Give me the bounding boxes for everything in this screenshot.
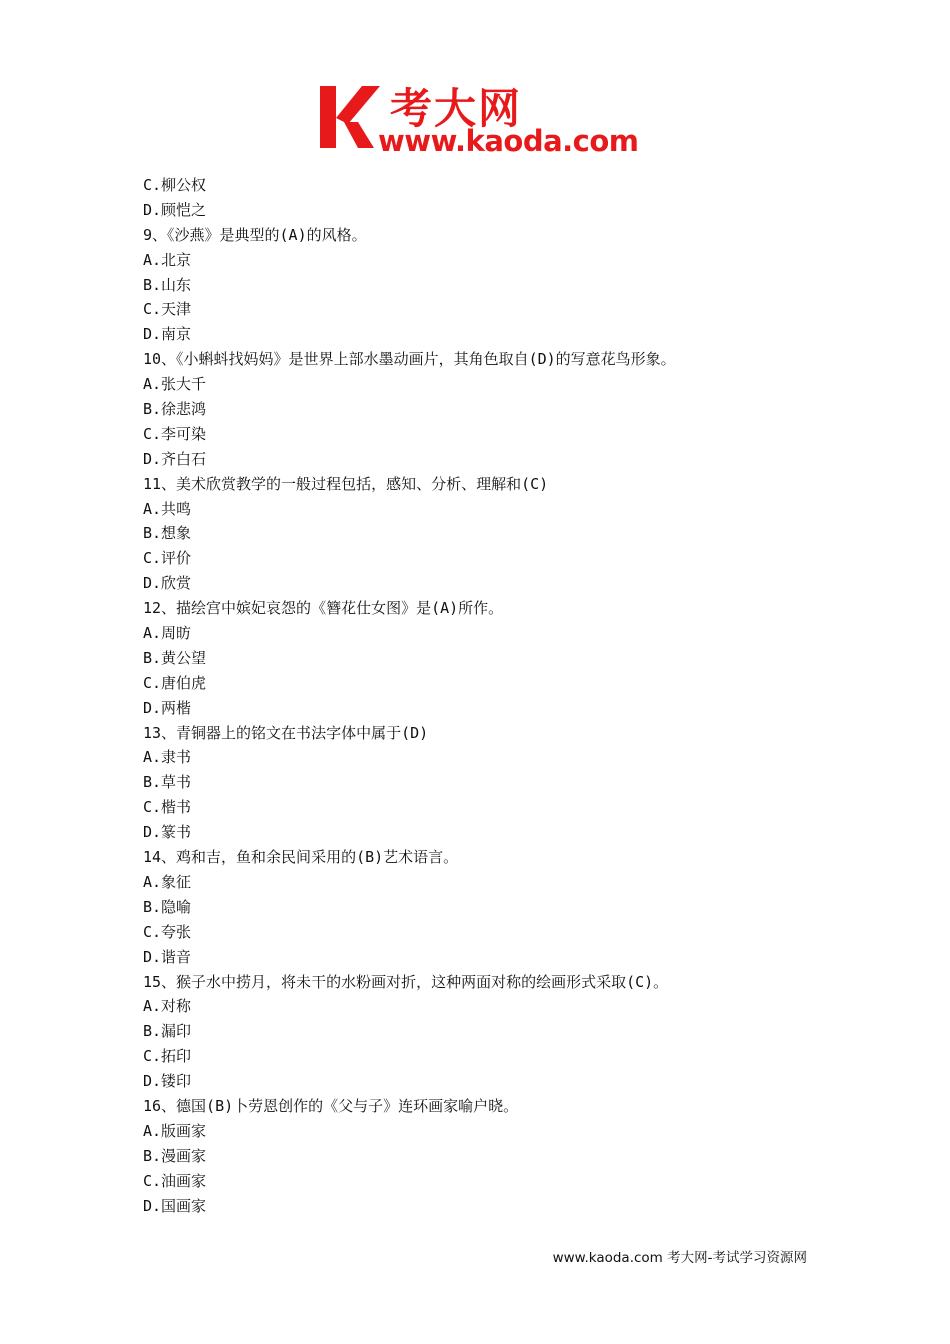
option-line: D.两楷 [143,698,192,717]
option-line: D.顾恺之 [143,200,207,219]
option-line: C.天津 [143,300,192,319]
option-line: B.徐悲鸿 [143,400,207,419]
option-line: D.国画家 [143,1196,207,1215]
logo-chinese-text: 考大网 [390,84,523,133]
option-line: C.楷书 [143,798,192,817]
site-logo [318,80,638,160]
option-line: A.版画家 [143,1121,207,1140]
option-line: B.山东 [143,275,192,294]
option-line: D.镂印 [143,1072,192,1091]
option-line: B.漫画家 [143,1146,207,1165]
option-line: B.想象 [143,524,192,543]
question-line: 12、描绘宫中嫔妃哀怨的《簪花仕女图》是(A)所作。 [143,599,504,618]
option-line: A.象征 [143,872,192,891]
option-line: C.拓印 [143,1047,192,1066]
option-line: D.南京 [143,325,192,344]
option-line: B.漏印 [143,1022,192,1041]
option-line: C.评价 [143,549,192,568]
question-line: 10、《小蝌蚪找妈妈》是世界上部水墨动画片，其角色取自(D)的写意花鸟形象。 [143,350,676,369]
question-line: 14、鸡和吉，鱼和余民间采用的(B)艺术语言。 [143,848,459,867]
option-line: A.周昉 [143,624,192,643]
option-line: D.谐音 [143,947,192,966]
document-body [143,173,843,1218]
question-line: 13、青铜器上的铭文在书法字体中属于(D) [143,723,429,742]
option-line: A.张大千 [143,375,207,394]
question-line: 15、猴子水中捞月，将未干的水粉画对折，这种两面对称的绘画形式采取(C)。 [143,972,669,991]
option-line: D.欣赏 [143,574,192,593]
option-line: C.油画家 [143,1171,207,1190]
question-line: 9、《沙燕》是典型的(A)的风格。 [143,225,367,244]
question-line: 16、德国(B)卜劳恩创作的《父与子》连环画家喻户晓。 [143,1096,519,1115]
option-line: D.篆书 [143,823,192,842]
logo-url-text: www.kaoda.com [378,124,639,158]
option-line: D.齐白石 [143,449,207,468]
option-line: C.唐伯虎 [143,673,207,692]
option-line: B.黄公望 [143,648,207,667]
option-line: A.隶书 [143,748,192,767]
option-line: B.草书 [143,773,192,792]
option-line: A.北京 [143,250,192,269]
page-footer: www.kaoda.com 考大网-考试学习资源网 [552,1250,807,1266]
option-line: C.李可染 [143,424,207,443]
option-line: B.隐喻 [143,897,192,916]
option-line: C.柳公权 [143,176,207,194]
option-line: A.共鸣 [143,499,192,518]
option-line: C.夸张 [143,922,192,941]
question-line: 11、美术欣赏教学的一般过程包括，感知、分析、理解和(C) [143,474,549,493]
option-line: A.对称 [143,997,192,1016]
